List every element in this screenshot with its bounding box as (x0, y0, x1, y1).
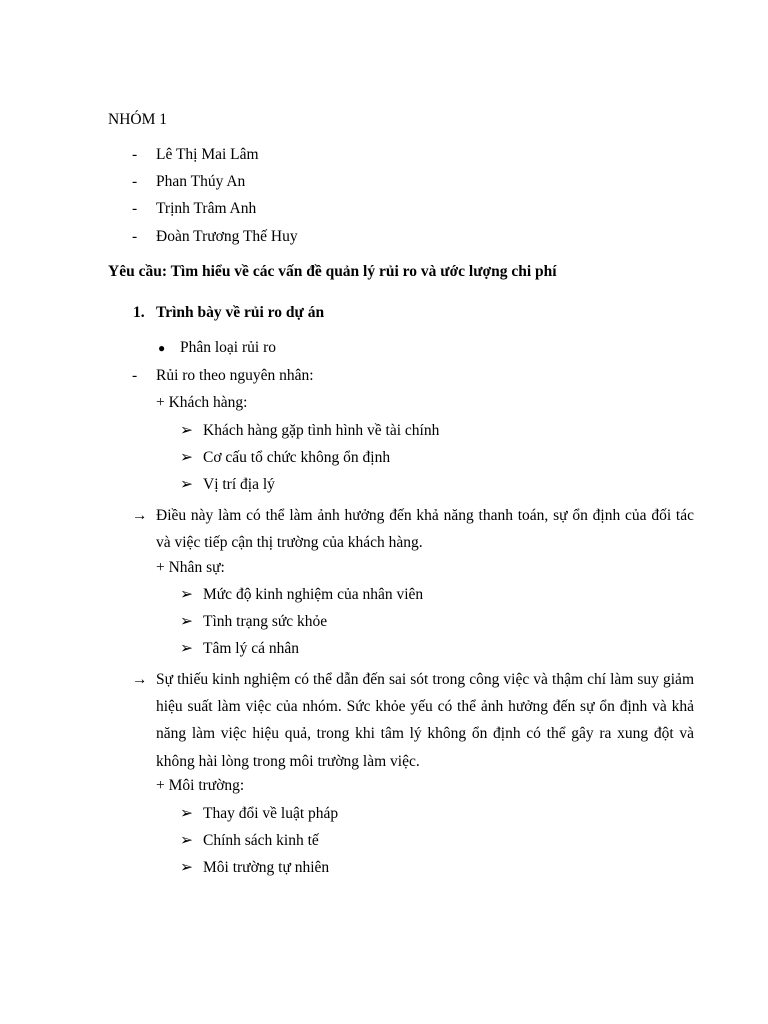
personnel-item: Tình trạng sức khỏe (203, 613, 328, 630)
arrowhead-bullet-icon: ➢ (180, 422, 193, 439)
member-dash: - (132, 173, 138, 190)
arrowhead-bullet-icon: ➢ (180, 859, 193, 876)
customer-item: Cơ cấu tổ chức không ổn định (203, 449, 391, 466)
personnel-item: Mức độ kinh nghiệm của nhân viên (203, 586, 424, 603)
cause-heading: Rủi ro theo nguyên nhân: (156, 367, 314, 384)
arrowhead-bullet-icon: ➢ (180, 476, 193, 493)
arrowhead-bullet-icon: ➢ (180, 805, 193, 822)
personnel-conclusion: Sự thiếu kinh nghiệm có thể dẫn đến sai sót trong công việc và thậm chí làm suy giảm hiệu suất làm việc của nhóm. Sức khỏe yếu có thể ảnh hưởng đến sự ổn định và khả năng làm việc hiệu quả, trong khi tâm lý không ổn định có thể gây ra xung đột và không hài lòng trong môi trường làm việc. (156, 671, 694, 770)
environment-heading: + Môi trường: (156, 777, 245, 794)
section-title: Trình bày về rủi ro dự án (156, 304, 325, 321)
right-arrow-icon: → (132, 507, 148, 524)
member-name: Phan Thúy An (156, 173, 246, 190)
environment-item: Môi trường tự nhiên (203, 859, 330, 876)
bullet-text: Phân loại rủi ro (180, 339, 276, 356)
member-name: Lê Thị Mai Lâm (156, 146, 259, 163)
cause-dash: - (132, 367, 138, 384)
requirement-heading: Yêu cầu: Tìm hiểu về các vấn đề quản lý rủi ro và ước lượng chi phí (108, 263, 557, 280)
personnel-item: Tâm lý cá nhân (203, 640, 299, 657)
customer-heading: + Khách hàng: (156, 394, 248, 411)
bullet-icon: ● (158, 341, 166, 355)
arrowhead-bullet-icon: ➢ (180, 586, 193, 603)
customer-item: Khách hàng gặp tình hình về tài chính (203, 422, 440, 439)
customer-conclusion: Điều này làm có thể làm ảnh hưởng đến khả năng thanh toán, sự ổn định của đối tác và việc tiếp cận thị trường của khách hàng. (156, 507, 694, 552)
member-dash: - (132, 228, 138, 245)
arrowhead-bullet-icon: ➢ (180, 832, 193, 849)
arrowhead-bullet-icon: ➢ (180, 449, 193, 466)
personnel-heading: + Nhân sự: (156, 559, 225, 576)
arrowhead-bullet-icon: ➢ (180, 640, 193, 657)
member-name: Đoàn Trương Thế Huy (156, 228, 298, 245)
environment-item: Chính sách kinh tế (203, 832, 319, 849)
customer-item: Vị trí địa lý (203, 476, 275, 493)
member-dash: - (132, 146, 138, 163)
environment-item: Thay đổi về luật pháp (203, 805, 339, 822)
member-dash: - (132, 200, 138, 217)
section-number: 1. (133, 304, 145, 321)
group-title: NHÓM 1 (108, 111, 167, 128)
right-arrow-icon: → (132, 671, 148, 688)
arrowhead-bullet-icon: ➢ (180, 613, 193, 630)
member-name: Trịnh Trâm Anh (156, 200, 257, 217)
